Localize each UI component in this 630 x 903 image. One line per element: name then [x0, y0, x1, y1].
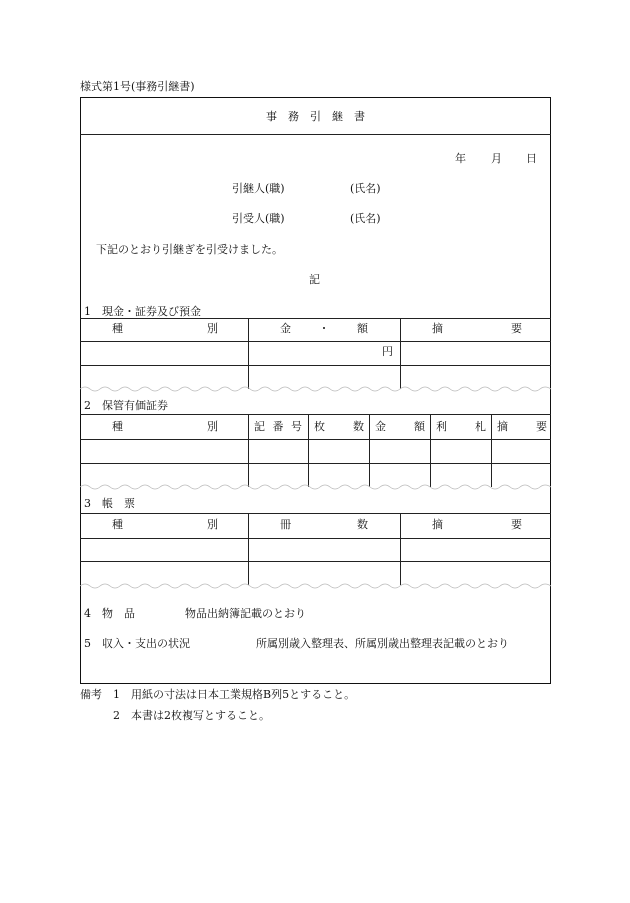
section1-heading: 1 現金・証券及び預金 — [84, 305, 201, 318]
section2-header-amount: 金 額 — [375, 420, 425, 433]
section5-content: 所属別歳入整理表、所属別歳出整理表記載のとおり — [256, 637, 509, 650]
section1-top-line — [80, 318, 551, 319]
section2-header-interest: 利 札 — [436, 420, 486, 433]
section2-break-wave — [80, 483, 551, 491]
section1-header-type: 種 別 — [112, 322, 218, 335]
section2-header-line — [80, 439, 551, 440]
section3-col-divider — [400, 513, 401, 585]
section1-header-remarks: 摘 要 — [432, 322, 522, 335]
section2-col-divider — [430, 414, 431, 487]
transferor-position-label: 引継人(職) — [232, 182, 285, 195]
section3-header-type: 種 別 — [112, 518, 218, 531]
section1-header-line — [80, 341, 551, 342]
section1-col-divider — [248, 318, 249, 389]
section3-header-remarks: 摘 要 — [432, 518, 522, 531]
section3-col-divider — [248, 513, 249, 585]
section2-header-count: 枚 数 — [314, 420, 364, 433]
date-month-label: 月 — [491, 152, 502, 165]
section3-heading: 3 帳 票 — [84, 497, 135, 510]
receiver-position-label: 引受人(職) — [232, 212, 285, 225]
section1-row-line — [80, 365, 551, 366]
date-day-label: 日 — [526, 152, 537, 165]
section4-content: 物品出納簿記載のとおり — [185, 607, 306, 620]
section2-top-line — [80, 414, 551, 415]
section2-col-divider — [308, 414, 309, 487]
yen-unit: 円 — [382, 345, 393, 358]
section3-header-line — [80, 538, 551, 539]
section2-header-type: 種 別 — [112, 420, 218, 433]
ki-mark: 記 — [309, 273, 320, 286]
section2-header-serial: 記 番 号 — [254, 420, 302, 433]
handover-statement: 下記のとおり引継ぎを引受けました。 — [96, 243, 283, 256]
form-number: 様式第1号(事務引継書) — [80, 80, 195, 93]
section2-col-divider — [248, 414, 249, 487]
section1-col-divider — [400, 318, 401, 389]
form-title: 事 務 引 継 書 — [266, 110, 365, 123]
section1-header-amount: 金 ・ 額 — [280, 322, 368, 335]
section3-top-line — [80, 513, 551, 514]
notes-label: 備考 — [80, 688, 102, 701]
date-year-label: 年 — [455, 152, 466, 165]
note-item: 1 用紙の寸法は日本工業規格B列5とすること。 — [113, 688, 356, 701]
section2-header-remarks: 摘 要 — [497, 420, 547, 433]
section3-row-line — [80, 561, 551, 562]
section5-heading: 5 収入・支出の状況 — [84, 637, 190, 650]
section1-break-wave — [80, 385, 551, 393]
transferor-name-label: (氏名) — [350, 182, 381, 195]
section2-heading: 2 保管有価証券 — [84, 399, 168, 412]
receiver-name-label: (氏名) — [350, 212, 381, 225]
section2-row-line — [80, 463, 551, 464]
section3-header-volumes: 冊 数 — [280, 518, 368, 531]
section3-break-wave — [80, 582, 551, 590]
section2-col-divider — [369, 414, 370, 487]
section2-col-divider — [491, 414, 492, 487]
section4-heading: 4 物 品 — [84, 607, 135, 620]
note-item: 2 本書は2枚複写とすること。 — [113, 709, 270, 722]
title-divider — [80, 134, 551, 135]
